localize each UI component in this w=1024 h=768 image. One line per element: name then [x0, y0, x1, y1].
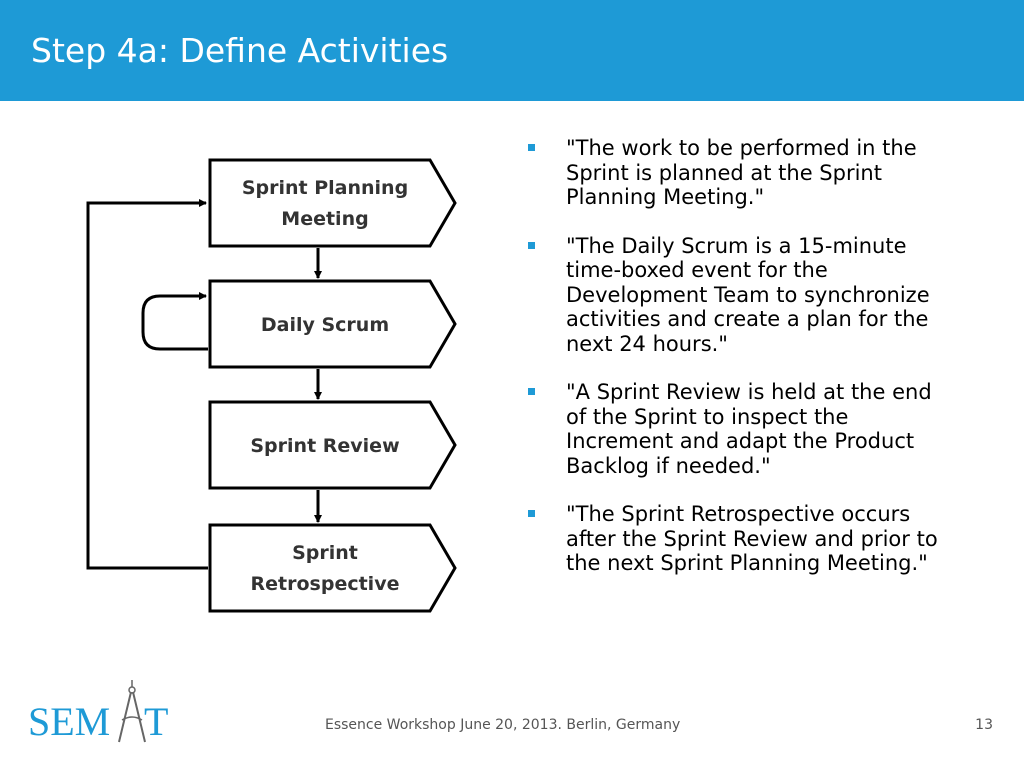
square-bullet-icon	[528, 144, 535, 151]
step-daily-scrum-label: Daily Scrum	[260, 314, 390, 336]
logo-text-right: T	[144, 699, 169, 744]
step-sprint-review-label: Sprint Review	[250, 435, 400, 457]
quote-list	[528, 136, 958, 600]
quote-text: "The work to be performed in the Sprint is planned at the Sprint Planning Meeting."	[566, 136, 917, 209]
square-bullet-icon	[528, 242, 535, 249]
footer-text: Essence Workshop June 20, 2013. Berlin, Germany	[325, 717, 681, 733]
slide-title: Step 4a: Define Activities	[31, 31, 449, 70]
square-bullet-icon	[528, 510, 535, 517]
quote-item	[528, 234, 958, 357]
compass-icon	[119, 680, 145, 742]
step-sprint-planning-shape	[210, 160, 455, 246]
quote-item	[528, 380, 958, 478]
quote-text: "A Sprint Review is held at the end of the Sprint to inspect the Increment and adapt the Product Backlog if needed."	[566, 380, 932, 478]
step-sprint-planning-label-2: Meeting	[281, 208, 369, 230]
daily-scrum-loop-arrow	[143, 296, 208, 349]
square-bullet-icon	[528, 388, 535, 395]
quote-item	[528, 136, 958, 210]
step-sprint-retrospective-label-1: Sprint	[292, 542, 358, 564]
quote-item	[528, 502, 958, 576]
activity-flow-diagram	[0, 0, 470, 640]
quote-text: "The Sprint Retrospective occurs after the Sprint Review and prior to the next Sprint Planning Meeting."	[566, 502, 938, 575]
step-sprint-retrospective-shape	[210, 525, 455, 611]
retrospective-feedback-loop-arrow	[88, 203, 208, 568]
logo-text-left: SEM	[28, 699, 111, 744]
quote-text: "The Daily Scrum is a 15-minute time-boxed event for the Development Team to synchronize activities and create a plan for the next 24 hours."	[566, 233, 930, 356]
semat-logo	[26, 680, 186, 760]
step-sprint-retrospective-label-2: Retrospective	[250, 573, 400, 595]
page-number: 13	[975, 717, 993, 733]
step-sprint-planning-label-1: Sprint Planning	[241, 177, 409, 199]
